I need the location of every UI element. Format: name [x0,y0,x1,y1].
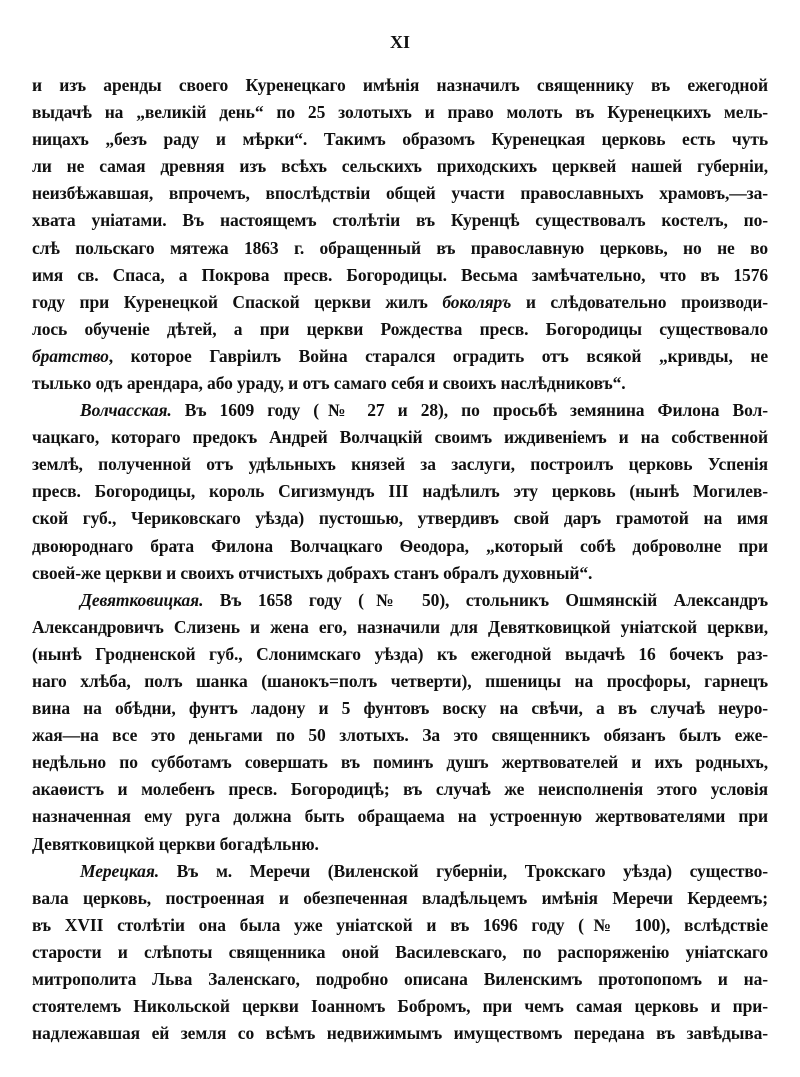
text-segment: (нынѣ Гродненской губ., Слонимскаго уѣзда) къ ежегодной выдачѣ 16 бочекъ раз- [32,643,768,664]
text-segment: митрополита Льва Заленскаго, подробно описана Виленскимъ протопопомъ и на- [32,968,768,989]
text-line [32,208,768,232]
text-segment: хвата уніатами. Въ настоящемъ столѣтіи въ Куренцѣ существовалъ костелъ, по- [32,210,768,231]
text-line [32,804,768,828]
text-line [32,642,768,666]
text-segment: ницахъ „безъ раду и мѣрки“. Такимъ образомъ Куренецкая церковь есть чуть [32,129,768,150]
text-line [32,615,768,639]
text-segment: Александровичъ Слизень и жена его, назначили для Девятковицкой уніатской церкви, [32,616,768,637]
text-line [32,100,768,124]
text-line [32,452,768,476]
text-line [32,181,768,205]
text-line [32,886,768,910]
text-line [32,777,768,801]
text-segment: старости и слѣпоты священника оной Василевскаго, по распоряженію уніатскаго [32,941,768,962]
text-segment: Въ 1609 году (№ 27 и 28), по просьбѣ земянина Филона Вол- [171,400,768,421]
text-line [32,1021,768,1045]
text-line [80,859,768,883]
text-line [32,317,768,341]
text-segment: стоятелемъ Никольской церкви Іоанномъ Бобромъ, при чемъ самая церковь и при- [32,996,768,1017]
text-line [32,154,768,178]
text-segment: жая—на все это деньгами по 50 злотыхъ. За это священникъ обязанъ былъ еже- [32,725,768,746]
italic-term: Девятковицкая. [80,589,204,610]
text-segment: и изъ аренды своего Куренецкаго имѣнія назначилъ священнику въ ежегодной [32,75,768,95]
page-number: XI [389,32,410,52]
text-segment: неизбѣжавшая, впрочемъ, впослѣдствіи общей участи православныхъ храмовъ,—за- [32,183,768,204]
text-line [80,398,768,422]
italic-term: Волчасская. [80,400,172,421]
italic-term: боколяръ [442,291,512,312]
text-line [32,723,768,747]
text-segment: , которое Гавріилъ Война старался оградить отъ всякой „кривды, не [108,345,768,366]
text-segment: тылько одъ арендара, або ураду, и отъ самаго себя и своихъ наслѣдниковъ“. [32,372,626,393]
text-line [32,913,768,937]
text-line [32,669,768,693]
text-line [32,994,768,1018]
text-segment: и слѣдовательно производи- [511,291,768,312]
text-line [32,561,768,585]
text-segment: своей-же церкви и своихъ отчистыхъ добрахъ станъ обралъ духовный“. [32,562,593,583]
text-line [32,425,768,449]
italic-term: братство [32,345,109,366]
text-line [32,506,768,530]
text-segment: въ XVII столѣтіи она была уже уніатской и въ 1696 году (№ 100), вслѣдствіе [32,914,768,935]
text-segment: землѣ, полученной отъ удѣльныхъ князей за заслуги, построилъ церковь Успенія [32,454,768,475]
text-segment: пресв. Богородицы, король Сигизмундъ III надѣлилъ эту церковь (нынѣ Могилев- [32,481,768,502]
text-line [32,127,768,151]
text-segment: надлежавшая ей земля со всѣмъ недвижимымъ имуществомъ передана въ завѣдыва- [32,1023,768,1044]
text-line [32,263,768,287]
text-line [32,73,768,97]
text-segment: двоюроднаго брата Филона Волчацкаго Ѳеодора, „который собѣ доброволне при [32,535,768,556]
text-segment: Девятковицкой церкви богадѣльню. [32,833,319,854]
text-line [32,290,768,314]
text-segment: чацкаго, котораго предокъ Андрей Волчацкій своимъ иждивеніемъ и на собственной [32,427,768,448]
text-segment: имя св. Спаса, а Покрова пресв. Богородицы. Весьма замѣчательно, что въ 1576 [32,264,768,285]
text-line [32,967,768,991]
text-segment: лось обученіе дѣтей, а при церкви Рождества пресв. Богородицы существовало [32,318,768,339]
text-segment: слѣ польскаго мятежа 1863 г. обращенный въ православную церковь, но не во [32,237,768,258]
text-line [32,344,768,368]
text-line [32,236,768,260]
text-line [32,371,768,395]
text-segment: назначенная ему руга должна быть обращаема на устроенную жертвователями при [32,806,768,827]
text-segment: году при Куренецкой Спаской церкви жилъ [32,291,443,312]
italic-term: Мерецкая. [80,860,160,881]
text-line [32,534,768,558]
text-segment: акаѳистъ и молебенъ пресв. Богородицѣ; въ случаѣ же неисполненія этого условія [32,779,768,800]
text-segment: вина на обѣдни, фунтъ ладону и 5 фунтовъ воску на свѣчи, а въ случаѣ неуро- [32,698,768,719]
text-segment: ской губ., Чериковскаго уѣзда) пустошью, утвердивъ свой даръ грамотой на имя [32,508,768,529]
text-line [32,696,768,720]
text-line [32,750,768,774]
text-line [32,832,768,856]
text-segment: ли не самая древняя изъ всѣхъ сельскихъ приходскихъ церквей нашей губерніи, [32,156,768,177]
text-line [32,479,768,503]
text-line [80,588,768,612]
text-segment: недѣльно по субботамъ совершать въ поминъ душъ жертвователей и ихъ родныхъ, [32,752,768,773]
text-line [32,940,768,964]
text-segment: вала церковь, построенная и обезпеченная владѣльцемъ имѣнія Меречи Кердеемъ; [32,887,768,908]
text-segment: выдачѣ на „великій день“ по 25 золотыхъ и право молоть въ Куренецкихъ мель- [32,102,768,123]
text-segment: Въ 1658 году (№ 50), стольникъ Ошмянскій Александръ [203,589,768,610]
text-segment: наго хлѣба, полъ шанка (шанокъ=полъ четверти), пшеницы на просфоры, гарнецъ [32,670,768,691]
text-segment: Въ м. Меречи (Виленской губерніи, Трокскаго уѣзда) существо- [159,860,768,881]
